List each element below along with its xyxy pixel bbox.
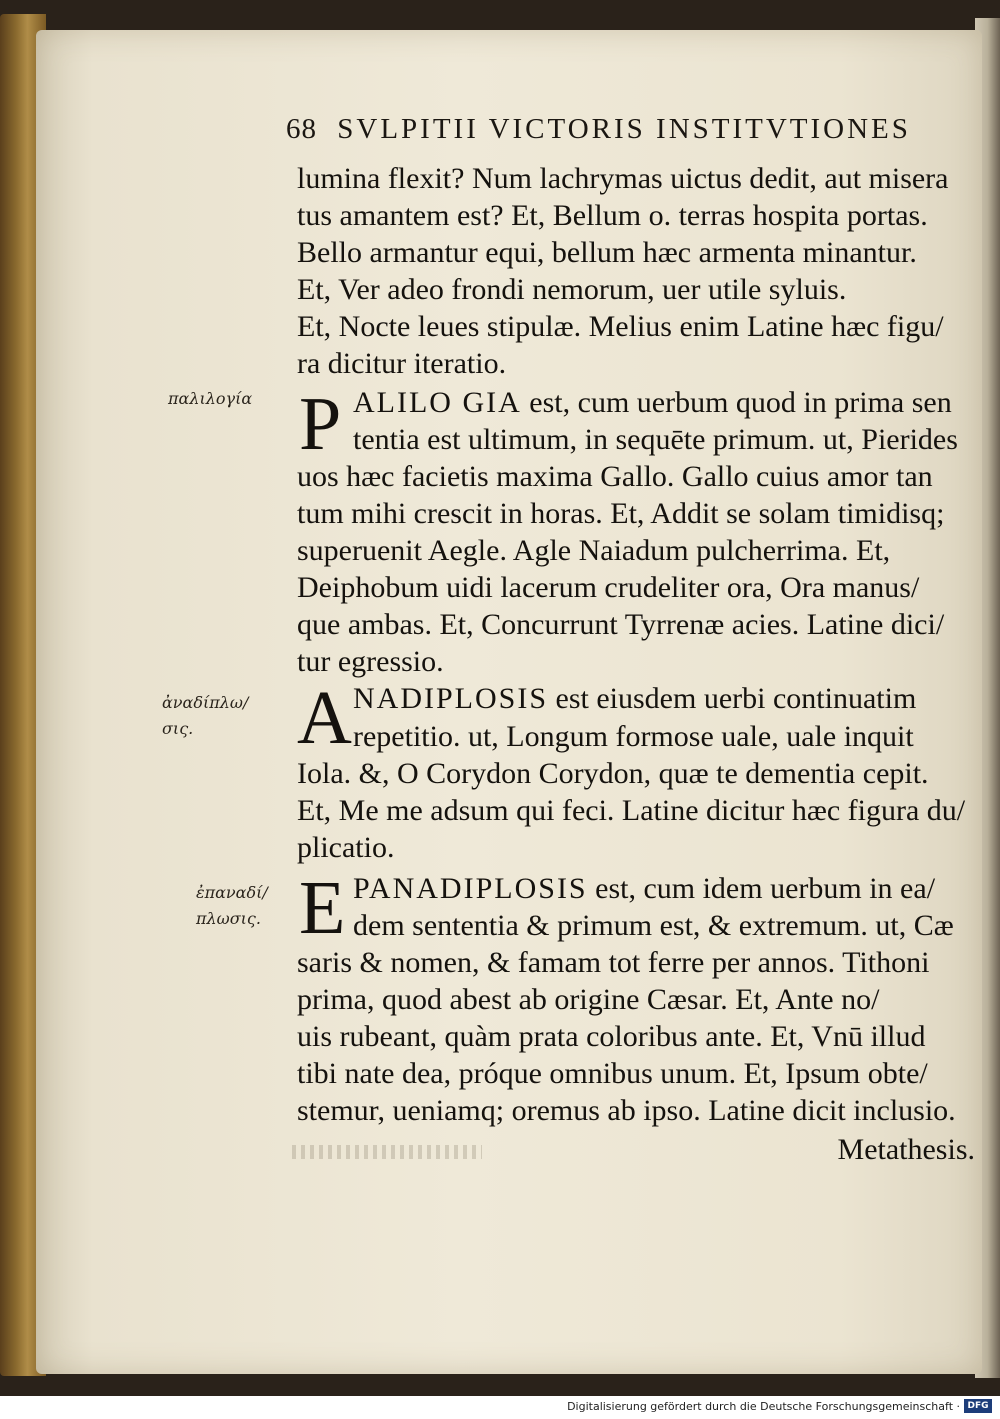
drop-capital: A <box>297 676 352 760</box>
text-line: uos hæc facietis maxima Gallo. Gallo cuius amor tan <box>297 460 933 493</box>
text-fragment: est, cum uerbum quod in prima sen <box>521 386 952 419</box>
text-line: repetitio. ut, Longum formose uale, uale inquit <box>353 720 914 753</box>
text-line: ra dicitur iteratio. <box>297 347 507 380</box>
margin-note-epanadiplosis <box>196 880 268 932</box>
margin-note-palilogia <box>168 386 252 412</box>
text-fragment: est, cum idem uerbum in ea/ <box>587 872 936 905</box>
text-line: que ambas. Et, Concurrunt Tyrrenæ acies. Latine dici/ <box>297 608 945 641</box>
margin-note-line: ἐπαναδί/ <box>196 883 268 902</box>
text-line: Bello armantur equi, bellum hæc armenta minantur. <box>297 236 917 269</box>
text-line: saris & nomen, & famam tot ferre per annos. Tithoni <box>297 946 930 979</box>
text-line: plicatio. <box>297 831 395 864</box>
margin-note-anadiplosis <box>162 690 248 742</box>
text-line: tur egressio. <box>297 645 444 678</box>
text-line: Et, Ver adeo frondi nemorum, uer utile syluis. <box>297 273 847 306</box>
text-line: stemur, ueniamq; oremus ab ipso. Latine dicit inclusio. <box>297 1094 956 1127</box>
text-line: tum mihi crescit in horas. Et, Addit se solam timidisq; <box>297 497 945 530</box>
margin-note-line: παλιλογία <box>168 389 253 408</box>
margin-note-line: σις. <box>162 719 194 738</box>
faded-print-mark <box>292 1145 482 1159</box>
section-heading-line <box>353 680 975 718</box>
text-line: tentia est ultimum, in sequēte primum. ut, Pierides <box>353 423 958 456</box>
text-line: uis rubeant, quàm prata coloribus ante. Et, Vnū illud <box>297 1020 926 1053</box>
dfg-logo: DFG <box>964 1399 992 1413</box>
funding-credit: Digitalisierung gefördert durch die Deutsche Forschungsgemeinschaft · <box>567 1400 960 1413</box>
running-title: SVLPITII VICTORIS INSTITVTIONES <box>337 113 911 145</box>
running-header <box>286 113 956 153</box>
text-line: Deiphobum uidi lacerum crudeliter ora, Ora manus/ <box>297 571 920 604</box>
text-line: lumina flexit? Num lachrymas uictus dedit, aut misera <box>297 162 949 195</box>
text-line: tus amantem est? Et, Bellum o. terras hospita portas. <box>297 199 928 232</box>
text-line: superuenit Aegle. Agle Naiadum pulcherrima. Et, <box>297 534 891 567</box>
drop-capital: E <box>299 866 346 950</box>
margin-note-line: ἀναδίπλω/ <box>162 693 249 712</box>
text-line: prima, quod abest ab origine Cæsar. Et, Ante no/ <box>297 983 880 1016</box>
text-line: Et, Me me adsum qui feci. Latine dicitur hæc figura du/ <box>297 794 966 827</box>
term-heading: NADIPLOSIS <box>353 682 549 715</box>
text-line: Iola. &, O Corydon Corydon, quæ te dementia cepit. <box>297 757 929 790</box>
section-heading-line <box>353 384 975 422</box>
drop-capital: P <box>299 382 342 466</box>
section-heading-line <box>353 870 975 908</box>
page-number: 68 <box>286 113 317 145</box>
text-fragment: est eiusdem uerbi continuatim <box>548 682 917 715</box>
text-line: dem sententia & primum est, & extremum. ut, Cæ <box>353 909 954 942</box>
term-heading: ALILO GIA <box>353 386 522 419</box>
margin-note-line: πλωσις. <box>196 909 261 928</box>
text-line: tibi nate dea, próque omnibus unum. Et, Ipsum obte/ <box>297 1057 928 1090</box>
text-line: Et, Nocte leues stipulæ. Melius enim Latine hæc figu/ <box>297 310 944 343</box>
term-heading: PANADIPLOSIS <box>353 872 588 905</box>
catchword: Metathesis. <box>837 1133 975 1166</box>
